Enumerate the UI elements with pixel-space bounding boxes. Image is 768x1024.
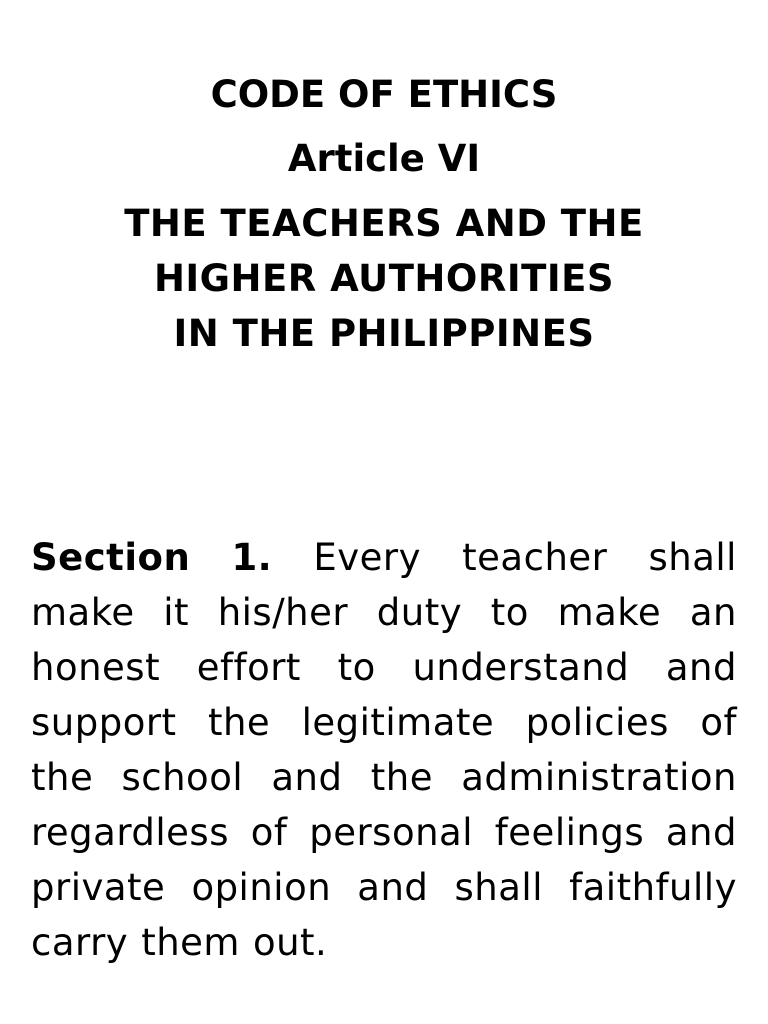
paragraph-word: carry [31, 921, 129, 964]
paragraph-word: the [207, 701, 271, 744]
paragraph-word: private [31, 866, 166, 909]
article-heading-line: HIGHER AUTHORITIES [153, 257, 615, 300]
paragraph-line [31, 530, 737, 585]
paragraph-word: and [665, 811, 737, 854]
paragraph-word: regardless [31, 811, 229, 854]
paragraph-word: and [665, 646, 737, 689]
paragraph-word: to [490, 591, 529, 634]
paragraph-word: faithfully [569, 866, 737, 909]
paragraph-word: make [557, 591, 662, 634]
section-label: Section [31, 536, 191, 579]
paragraph-word: teacher [462, 536, 608, 579]
paragraph-word: policies [525, 701, 669, 744]
article-number: Article VI [287, 137, 481, 180]
paragraph-word: school [121, 756, 244, 799]
paragraph-word: administration [461, 756, 737, 799]
paragraph-line [31, 585, 737, 640]
paragraph-word: to [337, 646, 376, 689]
section-1-paragraph [31, 530, 737, 970]
paragraph-word: an [689, 591, 737, 634]
article-heading-line: IN THE PHILIPPINES [173, 312, 595, 355]
paragraph-word: his/her [217, 591, 349, 634]
paragraph-word: the [370, 756, 433, 799]
paragraph-word: understand [412, 646, 630, 689]
section-label: 1. [231, 536, 273, 579]
paragraph-word: duty [376, 591, 463, 634]
document-title: CODE OF ETHICS [210, 73, 558, 116]
paragraph-word: Every [313, 536, 422, 579]
paragraph-word: and [271, 756, 343, 799]
paragraph-line [31, 750, 737, 805]
article-heading [0, 196, 768, 361]
paragraph-word: them [141, 921, 240, 964]
paragraph-word: legitimate [301, 701, 495, 744]
paragraph-line [31, 695, 737, 750]
paragraph-word: shall [648, 536, 737, 579]
paragraph-line [31, 805, 737, 860]
paragraph-word: effort [196, 646, 301, 689]
paragraph-word: out. [252, 921, 328, 964]
paragraph-line [31, 915, 737, 970]
paragraph-word: feelings [494, 811, 645, 854]
paragraph-word: of [250, 811, 288, 854]
paragraph-word: honest [31, 646, 161, 689]
paragraph-word: opinion [191, 866, 332, 909]
paragraph-word: the [31, 756, 94, 799]
paragraph-word: of [700, 701, 737, 744]
paragraph-word: personal [309, 811, 473, 854]
paragraph-line [31, 640, 737, 695]
paragraph-line [31, 860, 737, 915]
paragraph-word: make [31, 591, 135, 634]
paragraph-word: and [357, 866, 429, 909]
article-heading-line: THE TEACHERS AND THE [124, 202, 644, 245]
paragraph-word: it [163, 591, 190, 634]
paragraph-word: support [31, 701, 177, 744]
paragraph-word: shall [454, 866, 543, 909]
